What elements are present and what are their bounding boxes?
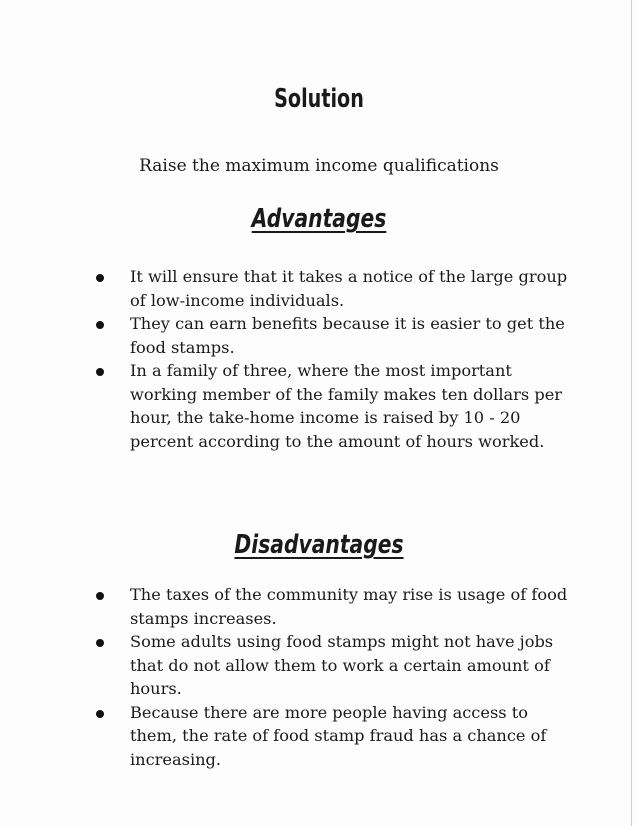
bullet-icon [96,592,104,600]
list-item [92,701,572,772]
bullet-icon [96,274,104,282]
bullet-icon [96,710,104,718]
advantages-list [92,265,572,453]
page-title: Solution [274,84,364,114]
disadvantages-list [92,583,572,771]
list-item [92,630,572,701]
list-item-text: It will ensure that it takes a notice of the large group of low-income individuals. [130,267,568,310]
bullet-icon [96,368,104,376]
bullet-icon [96,639,104,647]
list-item [92,265,572,312]
disadvantages-heading: Disadvantages [234,530,404,560]
list-item [92,312,572,359]
list-item [92,583,572,630]
advantages-heading: Advantages [251,204,387,234]
list-item-text: Some adults using food stamps might not have jobs that do not allow them to work a certain amount of hours. [130,632,554,698]
list-item-text: The taxes of the community may rise is usage of food stamps increases. [130,585,568,628]
list-item-text: Because there are more people having access to them, the rate of food stamp fraud has a chance of increasing. [130,702,547,769]
scan-edge-line [631,0,632,826]
list-item-text: In a family of three, where the most important working member of the family makes ten dollars per hour, the take-home income is raised by 10 - 20 percent according to the amount of hours worked. [130,361,563,451]
bullet-icon [96,321,104,329]
page-subtitle: Raise the maximum income qualifications [139,156,499,176]
list-item [92,359,572,453]
list-item-text: They can earn benefits because it is easier to get the food stamps. [130,314,565,357]
